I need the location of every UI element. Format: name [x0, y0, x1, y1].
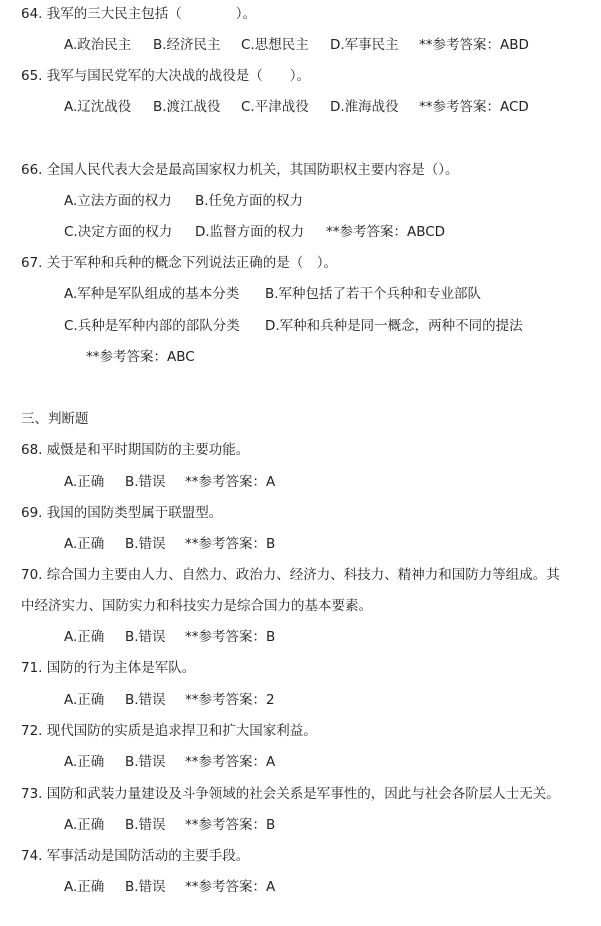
option-b: B.任免方面的权力: [195, 193, 304, 209]
options-66-row2: [64, 222, 445, 242]
options-65: [64, 97, 529, 117]
options-67-row2: [64, 316, 523, 336]
question-67: [21, 253, 337, 273]
question-text: 综合国力主要由人力、自然力、政治力、经济力、科技力、精神力和国防力等组成。其: [46, 567, 560, 583]
option-true: A.正确: [64, 536, 105, 552]
question-71: [21, 658, 195, 678]
options-72: [64, 752, 275, 772]
answer-value: ABD: [500, 37, 529, 53]
option-true: A.正确: [64, 474, 105, 490]
answer-label: **参考答案：: [185, 474, 266, 490]
option-c: C.决定方面的权力: [64, 224, 173, 240]
question-74: [21, 846, 249, 866]
option-true: A.正确: [64, 692, 105, 708]
option-d: D.军事民主: [330, 37, 399, 53]
question-text: 现代国防的实质是追求捍卫和扩大国家利益。: [46, 723, 317, 739]
answer-value: A: [266, 474, 276, 490]
question-number: 67.: [21, 255, 43, 271]
answer-value: B: [266, 629, 276, 645]
question-text: 全国人民代表大会是最高国家权力机关，其国防职权主要内容是（）。: [46, 162, 459, 178]
option-c: C.思想民主: [241, 37, 309, 53]
option-b: B.经济民主: [153, 37, 221, 53]
question-72: [21, 721, 317, 741]
options-71: [64, 690, 275, 710]
question-text: 国防的行为主体是军队。: [46, 660, 196, 676]
answer-value: ABCD: [407, 224, 446, 240]
options-70: [64, 627, 275, 647]
question-text: 我国的国防类型属于联盟型。: [46, 505, 223, 521]
option-true: A.正确: [64, 817, 105, 833]
option-false: B.错误: [125, 754, 166, 770]
answer-value: 2: [266, 692, 275, 708]
options-69: [64, 534, 275, 554]
question-number: 65.: [21, 68, 43, 84]
question-number: 70.: [21, 567, 43, 583]
question-number: 72.: [21, 723, 43, 739]
answer-value: B: [266, 536, 276, 552]
option-c: C.兵种是军种内部的部队分类: [64, 318, 240, 334]
question-68: [21, 440, 249, 460]
answer-label: **参考答案：: [185, 536, 266, 552]
question-number: 64.: [21, 6, 43, 22]
option-false: B.错误: [125, 692, 166, 708]
options-64: [64, 35, 529, 55]
option-c: C.平津战役: [241, 99, 309, 115]
question-70-continued: 中经济实力、国防实力和科技实力是综合国力的基本要素。: [21, 598, 372, 614]
option-a: A.立法方面的权力: [64, 193, 172, 209]
options-68: [64, 472, 275, 492]
option-false: B.错误: [125, 879, 166, 895]
option-true: A.正确: [64, 754, 105, 770]
answer-label: **参考答案：: [185, 817, 266, 833]
answer-label: **参考答案：: [86, 349, 167, 365]
answer-label: **参考答案：: [419, 37, 500, 53]
question-69: [21, 503, 222, 523]
answer-value: ABC: [167, 349, 195, 365]
option-d: D.监督方面的权力: [195, 224, 305, 240]
question-text: 威慑是和平时期国防的主要功能。: [46, 442, 250, 458]
question-number: 66.: [21, 162, 43, 178]
question-64: [21, 4, 256, 24]
option-d: D.军种和兵种是同一概念，两种不同的提法: [265, 318, 523, 334]
question-text: 我军的三大民主包括（ ）。: [46, 6, 257, 22]
answer-label: **参考答案：: [419, 99, 500, 115]
option-true: A.正确: [64, 879, 105, 895]
option-true: A.正确: [64, 629, 105, 645]
option-d: D.淮海战役: [330, 99, 399, 115]
option-b: B.军种包括了若干个兵种和专业部队: [265, 286, 482, 302]
option-a: A.政治民主: [64, 37, 132, 53]
answer-67: [86, 347, 195, 367]
option-a: A.军种是军队组成的基本分类: [64, 286, 240, 302]
option-b: B.渡江战役: [153, 99, 221, 115]
option-false: B.错误: [125, 474, 166, 490]
question-73: [21, 784, 560, 804]
question-number: 73.: [21, 786, 43, 802]
question-66: [21, 160, 459, 180]
options-66-row1: [64, 191, 303, 211]
question-text: 国防和武装力量建设及斗争领域的社会关系是军事性的，因此与社会各阶层人士无关。: [46, 786, 560, 802]
question-number: 74.: [21, 848, 43, 864]
answer-label: **参考答案：: [326, 224, 407, 240]
question-65: [21, 66, 310, 86]
question-text: 军事活动是国防活动的主要手段。: [46, 848, 250, 864]
question-text: 关于军种和兵种的概念下列说法正确的是（ ）。: [46, 255, 338, 271]
options-74: [64, 877, 275, 897]
options-67-row1: [64, 284, 481, 304]
question-text: 我军与国民党军的大决战的战役是（ ）。: [46, 68, 311, 84]
answer-value: A: [266, 879, 276, 895]
answer-value: ACD: [500, 99, 529, 115]
answer-value: B: [266, 817, 276, 833]
question-70: [21, 565, 560, 585]
answer-value: A: [266, 754, 276, 770]
answer-label: **参考答案：: [185, 754, 266, 770]
section-title: 三、判断题: [21, 411, 89, 427]
option-false: B.错误: [125, 629, 166, 645]
question-number: 71.: [21, 660, 43, 676]
answer-label: **参考答案：: [185, 629, 266, 645]
question-number: 69.: [21, 505, 43, 521]
answer-label: **参考答案：: [185, 879, 266, 895]
options-73: [64, 815, 275, 835]
question-number: 68.: [21, 442, 43, 458]
option-false: B.错误: [125, 536, 166, 552]
answer-label: **参考答案：: [185, 692, 266, 708]
option-false: B.错误: [125, 817, 166, 833]
option-a: A.辽沈战役: [64, 99, 132, 115]
